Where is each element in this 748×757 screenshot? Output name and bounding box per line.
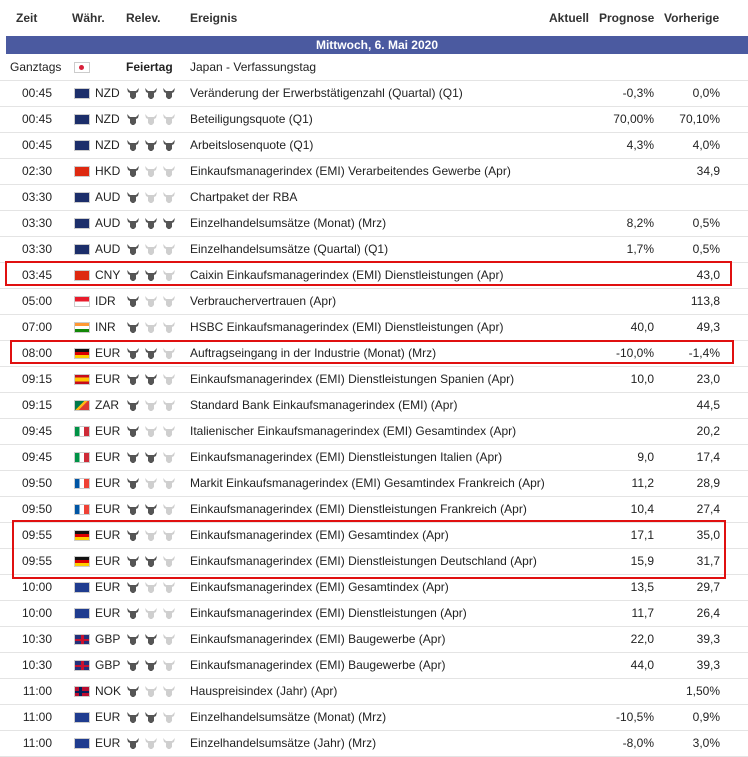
col-previous-header[interactable]: Vorherige (664, 11, 720, 25)
event-time: 03:30 (21, 242, 52, 256)
table-row[interactable] (0, 236, 748, 263)
event-name: Einkaufsmanagerindex (EMI) Dienstleistungen Italien (Apr) (190, 450, 503, 464)
holiday-event: Japan - Verfassungstag (190, 60, 317, 74)
event-name: Chartpaket der RBA (190, 190, 298, 204)
event-previous: 35,0 (696, 528, 720, 542)
event-name: Einkaufsmanagerindex (EMI) Verarbeitendes Gewerbe (Apr) (190, 164, 511, 178)
it-flag-icon (74, 452, 90, 463)
gb-flag-icon (74, 634, 90, 645)
bull-icon (162, 476, 176, 490)
bull-icon (126, 450, 140, 464)
event-name: Verbrauchervertrauen (Apr) (190, 294, 337, 308)
table-row[interactable] (0, 262, 748, 289)
event-time: 02:30 (21, 164, 52, 178)
bull-icon (162, 554, 176, 568)
bull-icon (162, 346, 176, 360)
bull-icon (126, 268, 140, 282)
relevance-bulls (126, 580, 182, 594)
relevance-bulls (126, 632, 182, 646)
bull-icon (162, 450, 176, 464)
event-previous: 39,3 (696, 658, 720, 672)
event-previous: 20,2 (696, 424, 720, 438)
event-name: Markit Einkaufsmanagerindex (EMI) Gesamtindex Frankreich (Apr) (190, 476, 545, 490)
bull-icon (162, 684, 176, 698)
event-forecast: 11,2 (631, 476, 654, 490)
event-previous: 0,0% (692, 86, 720, 100)
table-row[interactable] (0, 366, 748, 393)
event-currency: IDR (95, 294, 116, 308)
relevance-bulls (126, 424, 182, 438)
relevance-bulls (126, 606, 182, 620)
table-row[interactable] (0, 496, 748, 523)
it-flag-icon (74, 426, 90, 437)
bull-icon (126, 242, 140, 256)
event-name: Einzelhandelsumsätze (Quartal) (Q1) (190, 242, 389, 256)
bull-icon (144, 476, 158, 490)
event-previous: 31,7 (696, 554, 720, 568)
relevance-bulls (126, 554, 182, 568)
event-previous: 43,0 (696, 268, 720, 282)
eu-flag-icon (74, 608, 90, 619)
table-row[interactable] (0, 106, 748, 133)
col-relevance-header[interactable]: Relev. (126, 11, 161, 25)
event-time: 00:45 (21, 138, 52, 152)
bull-icon (162, 710, 176, 724)
relevance-bulls (126, 450, 182, 464)
event-previous: 26,4 (696, 606, 720, 620)
event-time: 09:55 (21, 528, 52, 542)
table-row[interactable] (0, 574, 748, 601)
bull-icon (144, 190, 158, 204)
relevance-bulls (126, 372, 182, 386)
event-forecast: 17,1 (630, 528, 654, 542)
bull-icon (126, 554, 140, 568)
table-row[interactable] (0, 730, 748, 757)
relevance-bulls (126, 658, 182, 672)
bull-icon (162, 736, 176, 750)
bull-icon (126, 320, 140, 334)
bull-icon (144, 710, 158, 724)
event-forecast: 4,3% (626, 138, 654, 152)
event-time: 10:00 (21, 580, 52, 594)
event-currency: EUR (95, 346, 121, 360)
date-band: Mittwoch, 6. Mai 2020 (6, 36, 748, 54)
bull-icon (162, 242, 176, 256)
event-time: 00:45 (21, 112, 52, 126)
bull-icon (144, 346, 158, 360)
holiday-label: Feiertag (126, 60, 173, 74)
event-forecast: 11,7 (631, 606, 654, 620)
event-time: 09:50 (21, 502, 52, 516)
nz-flag-icon (74, 88, 90, 99)
table-row[interactable] (0, 392, 748, 419)
fr-flag-icon (74, 478, 90, 489)
bull-icon (144, 528, 158, 542)
event-name: Einzelhandelsumsätze (Jahr) (Mrz) (190, 736, 377, 750)
bull-icon (144, 450, 158, 464)
event-currency: NZD (95, 112, 120, 126)
table-row[interactable] (0, 314, 748, 341)
bull-icon (144, 164, 158, 178)
event-previous: 3,0% (692, 736, 720, 750)
event-currency: EUR (95, 450, 121, 464)
event-currency: EUR (95, 606, 121, 620)
bull-icon (126, 658, 140, 672)
event-currency: ZAR (95, 398, 119, 412)
bull-icon (162, 606, 176, 620)
bull-icon (126, 684, 140, 698)
table-row[interactable] (0, 80, 748, 107)
relevance-bulls (126, 710, 182, 724)
relevance-bulls (126, 736, 182, 750)
event-forecast: 70,00% (613, 112, 654, 126)
bull-icon (144, 736, 158, 750)
event-forecast: 15,9 (630, 554, 654, 568)
table-row[interactable] (0, 626, 748, 653)
bull-icon (162, 658, 176, 672)
bull-icon (162, 86, 176, 100)
bull-icon (126, 216, 140, 230)
holiday-row[interactable] (0, 54, 748, 81)
event-previous: 49,3 (696, 320, 720, 334)
fr-flag-icon (74, 504, 90, 515)
relevance-bulls (126, 346, 182, 360)
event-forecast: 13,5 (630, 580, 654, 594)
event-name: Auftragseingang in der Industrie (Monat) (Mrz) (190, 346, 437, 360)
event-previous: 70,10% (679, 112, 720, 126)
relevance-bulls (126, 242, 182, 256)
event-previous: 0,5% (692, 242, 720, 256)
event-time: 10:00 (21, 606, 52, 620)
event-time: 08:00 (21, 346, 52, 360)
nz-flag-icon (74, 140, 90, 151)
event-forecast: -8,0% (622, 736, 654, 750)
event-forecast: 8,2% (626, 216, 654, 230)
event-name: Einkaufsmanagerindex (EMI) Gesamtindex (Apr) (190, 528, 449, 542)
bull-icon (126, 580, 140, 594)
event-forecast: 44,0 (630, 658, 654, 672)
no-flag-icon (74, 686, 90, 697)
bull-icon (144, 268, 158, 282)
bull-icon (126, 372, 140, 386)
relevance-bulls (126, 684, 182, 698)
bull-icon (144, 606, 158, 620)
col-actual-header[interactable]: Aktuell (549, 11, 590, 25)
event-currency: EUR (95, 528, 121, 542)
bull-icon (162, 112, 176, 126)
table-row[interactable] (0, 704, 748, 731)
event-time: 05:00 (21, 294, 52, 308)
relevance-bulls (126, 398, 182, 412)
au-flag-icon (74, 218, 90, 229)
bull-icon (144, 580, 158, 594)
eu-flag-icon (74, 582, 90, 593)
gb-flag-icon (74, 660, 90, 671)
event-time: 11:00 (22, 684, 52, 698)
bull-icon (144, 320, 158, 334)
event-name: Caixin Einkaufsmanagerindex (EMI) Dienstleistungen (Apr) (190, 268, 504, 282)
table-row[interactable] (0, 522, 748, 549)
bull-icon (162, 138, 176, 152)
bull-icon (162, 294, 176, 308)
table-row[interactable] (0, 418, 748, 445)
bull-icon (144, 398, 158, 412)
event-name: Beteiligungsquote (Q1) (190, 112, 313, 126)
event-currency: AUD (95, 242, 121, 256)
bull-icon (162, 320, 176, 334)
event-previous: 44,5 (696, 398, 720, 412)
event-time: 10:30 (21, 632, 52, 646)
event-previous: 23,0 (696, 372, 720, 386)
relevance-bulls (126, 320, 182, 334)
event-name: Einzelhandelsumsätze (Monat) (Mrz) (190, 216, 387, 230)
bull-icon (162, 580, 176, 594)
col-forecast-header[interactable]: Prognose (599, 11, 655, 25)
event-name: Einkaufsmanagerindex (EMI) Baugewerbe (Apr) (190, 658, 446, 672)
bull-icon (162, 190, 176, 204)
table-row[interactable] (0, 548, 748, 575)
event-name: Arbeitslosenquote (Q1) (190, 138, 314, 152)
event-name: Einkaufsmanagerindex (EMI) Dienstleistungen Frankreich (Apr) (190, 502, 527, 516)
relevance-bulls (126, 294, 182, 308)
bull-icon (144, 658, 158, 672)
bull-icon (126, 164, 140, 178)
event-name: Veränderung der Erwerbstätigenzahl (Quartal) (Q1) (190, 86, 463, 100)
event-time: 03:30 (21, 216, 52, 230)
bull-icon (162, 632, 176, 646)
id-flag-icon (74, 296, 90, 307)
event-time: 10:30 (21, 658, 52, 672)
au-flag-icon (74, 244, 90, 255)
event-name: Einkaufsmanagerindex (EMI) Dienstleistungen Spanien (Apr) (190, 372, 515, 386)
event-currency: EUR (95, 580, 121, 594)
de-flag-icon (74, 556, 90, 567)
bull-icon (126, 528, 140, 542)
table-row[interactable] (0, 158, 748, 185)
bull-icon (126, 710, 140, 724)
event-name: Einkaufsmanagerindex (EMI) Baugewerbe (Apr) (190, 632, 446, 646)
event-currency: HKD (95, 164, 121, 178)
bull-icon (126, 294, 140, 308)
event-previous: 0,5% (692, 216, 720, 230)
col-time-header[interactable]: Zeit (16, 11, 38, 25)
event-time: 03:30 (21, 190, 52, 204)
bull-icon (144, 502, 158, 516)
event-forecast: -10,5% (615, 710, 654, 724)
bull-icon (126, 138, 140, 152)
bull-icon (126, 424, 140, 438)
table-row[interactable] (0, 470, 748, 497)
relevance-bulls (126, 190, 182, 204)
event-previous: 29,7 (696, 580, 720, 594)
event-forecast: 9,0 (637, 450, 654, 464)
bull-icon (162, 528, 176, 542)
bull-icon (126, 606, 140, 620)
bull-icon (144, 372, 158, 386)
event-currency: EUR (95, 502, 121, 516)
japan-flag-icon (74, 62, 90, 73)
bull-icon (162, 164, 176, 178)
eu-flag-icon (74, 712, 90, 723)
bull-icon (144, 242, 158, 256)
relevance-bulls (126, 164, 182, 178)
table-row[interactable] (0, 444, 748, 471)
relevance-bulls (126, 216, 182, 230)
relevance-bulls (126, 528, 182, 542)
event-name: Standard Bank Einkaufsmanagerindex (EMI) (Apr) (190, 398, 458, 412)
event-previous: 34,9 (696, 164, 720, 178)
table-row[interactable] (0, 288, 748, 315)
event-name: Italienischer Einkaufsmanagerindex (EMI) Gesamtindex (Apr) (190, 424, 517, 438)
event-time: 09:15 (21, 398, 52, 412)
event-forecast: 10,0 (630, 372, 654, 386)
event-name: Einkaufsmanagerindex (EMI) Gesamtindex (Apr) (190, 580, 449, 594)
event-name: HSBC Einkaufsmanagerindex (EMI) Dienstleistungen (Apr) (190, 320, 504, 334)
bull-icon (126, 502, 140, 516)
event-forecast: 10,4 (630, 502, 654, 516)
bull-icon (144, 294, 158, 308)
bull-icon (162, 372, 176, 386)
de-flag-icon (74, 348, 90, 359)
table-row[interactable] (0, 210, 748, 237)
event-name: Einzelhandelsumsätze (Monat) (Mrz) (190, 710, 387, 724)
event-forecast: -0,3% (622, 86, 654, 100)
event-name: Einkaufsmanagerindex (EMI) Dienstleistungen (Apr) (190, 606, 467, 620)
event-forecast: 40,0 (630, 320, 654, 334)
es-flag-icon (74, 374, 90, 385)
bull-icon (144, 424, 158, 438)
event-previous: 0,9% (692, 710, 720, 724)
bull-icon (126, 632, 140, 646)
event-time: 09:15 (21, 372, 52, 386)
cn-flag-icon (74, 270, 90, 281)
event-time: 00:45 (21, 86, 52, 100)
event-previous: -1,4% (688, 346, 720, 360)
table-row[interactable] (0, 184, 748, 211)
au-flag-icon (74, 192, 90, 203)
relevance-bulls (126, 502, 182, 516)
bull-icon (162, 424, 176, 438)
nz-flag-icon (74, 114, 90, 125)
bull-icon (126, 346, 140, 360)
de-flag-icon (74, 530, 90, 541)
relevance-bulls (126, 476, 182, 490)
event-previous: 39,3 (696, 632, 720, 646)
relevance-bulls (126, 112, 182, 126)
event-currency: CNY (95, 268, 121, 282)
event-previous: 17,4 (696, 450, 720, 464)
event-currency: GBP (95, 658, 121, 672)
event-forecast: 22,0 (630, 632, 654, 646)
bull-icon (144, 554, 158, 568)
event-time: 09:45 (21, 424, 52, 438)
table-row[interactable] (0, 652, 748, 679)
in-flag-icon (74, 322, 90, 333)
event-previous: 4,0% (692, 138, 720, 152)
col-currency-header[interactable]: Währ. (72, 11, 105, 25)
event-previous: 113,8 (690, 294, 720, 308)
event-time: 03:45 (21, 268, 52, 282)
za-flag-icon (74, 400, 90, 411)
event-currency: NOK (95, 684, 122, 698)
holiday-time: Ganztags (10, 60, 62, 74)
hk-flag-icon (74, 166, 90, 177)
event-time: 09:45 (21, 450, 52, 464)
event-name: Hauspreisindex (Jahr) (Apr) (190, 684, 338, 698)
bull-icon (144, 138, 158, 152)
bull-icon (162, 502, 176, 516)
event-currency: EUR (95, 554, 121, 568)
bull-icon (144, 216, 158, 230)
bull-icon (126, 86, 140, 100)
bull-icon (126, 398, 140, 412)
table-row[interactable] (0, 678, 748, 705)
bull-icon (126, 476, 140, 490)
event-previous: 28,9 (696, 476, 720, 490)
event-currency: NZD (95, 138, 120, 152)
bull-icon (126, 736, 140, 750)
bull-icon (162, 268, 176, 282)
bull-icon (126, 190, 140, 204)
event-currency: AUD (95, 216, 121, 230)
bull-icon (144, 112, 158, 126)
bull-icon (162, 216, 176, 230)
event-time: 09:55 (21, 554, 52, 568)
event-currency: AUD (95, 190, 121, 204)
event-currency: GBP (95, 632, 121, 646)
event-currency: EUR (95, 372, 121, 386)
event-time: 09:50 (21, 476, 52, 490)
event-previous: 27,4 (696, 502, 720, 516)
event-currency: EUR (95, 424, 121, 438)
event-currency: EUR (95, 736, 121, 750)
event-previous: 1,50% (685, 684, 720, 698)
relevance-bulls (126, 268, 182, 282)
table-row[interactable] (0, 132, 748, 159)
event-name: Einkaufsmanagerindex (EMI) Dienstleistungen Deutschland (Apr) (190, 554, 537, 568)
event-currency: EUR (95, 476, 121, 490)
event-forecast: 1,7% (626, 242, 654, 256)
bull-icon (144, 632, 158, 646)
bull-icon (144, 684, 158, 698)
event-currency: INR (95, 320, 116, 334)
bull-icon (126, 112, 140, 126)
table-row[interactable] (0, 340, 748, 367)
bull-icon (144, 86, 158, 100)
relevance-bulls (126, 86, 182, 100)
event-currency: EUR (95, 710, 121, 724)
relevance-bulls (126, 138, 182, 152)
event-time: 11:00 (22, 736, 52, 750)
table-header (0, 0, 748, 36)
col-event-header[interactable]: Ereignis (190, 11, 238, 25)
event-time: 07:00 (21, 320, 52, 334)
eu-flag-icon (74, 738, 90, 749)
event-currency: NZD (95, 86, 120, 100)
table-row[interactable] (0, 600, 748, 627)
event-forecast: -10,0% (615, 346, 654, 360)
bull-icon (162, 398, 176, 412)
event-time: 11:00 (22, 710, 52, 724)
